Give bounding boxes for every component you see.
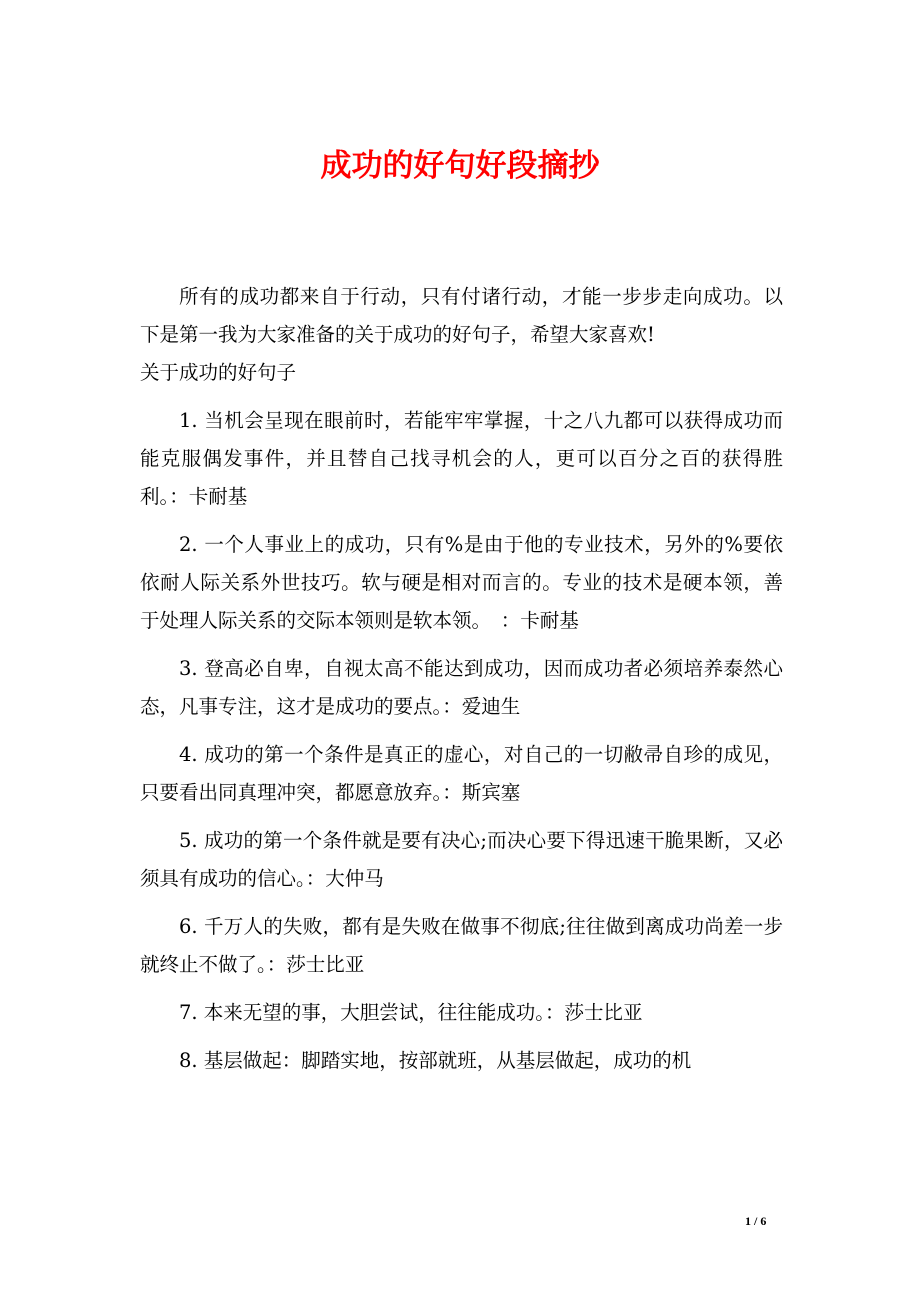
quote-item: 6. 千万人的失败，都有是失败在做事不彻底;往往做到离成功尚差一步就终止不做了。：莎士比亚 — [140, 915, 783, 976]
intro-paragraph: 所有的成功都来自于行动，只有付诸行动，才能一步步走向成功。以下是第一我为大家准备的关于成功的好句子，希望大家喜欢! — [140, 285, 783, 346]
quote-item: 4. 成功的第一个条件是真正的虚心，对自己的一切敝帚自珍的成见，只要看出同真理冲突，都愿意放弃。：斯宾塞 — [140, 743, 783, 804]
quote-item: 2. 一个人事业上的成功，只有%是由于他的专业技术，另外的%要依依耐人际关系外世技巧。软与硬是相对而言的。专业的技术是硬本领，善于处理人际关系的交际本领则是软本领。 ：卡耐基 — [140, 533, 783, 632]
document-body — [140, 278, 783, 1090]
quote-item: 7. 本来无望的事，大胆尝试，往往能成功。：莎士比亚 — [179, 1001, 643, 1024]
quote-item: 3. 登高必自卑，自视太高不能达到成功，因而成功者必须培养泰然心态，凡事专注，这才是成功的要点。：爱迪生 — [140, 657, 783, 718]
quote-item: 5. 成功的第一个条件就是要有决心;而决心要下得迅速干脆果断，又必须具有成功的信心。：大仲马 — [140, 829, 783, 890]
document-title: 成功的好句好段摘抄 — [320, 148, 600, 184]
section-heading: 关于成功的好句子 — [140, 361, 297, 384]
page-number: 1 / 6 — [745, 1214, 767, 1228]
quote-item: 8. 基层做起：脚踏实地，按部就班，从基层做起，成功的机 — [179, 1049, 692, 1072]
quote-item: 1. 当机会呈现在眼前时，若能牢牢掌握，十之八九都可以获得成功而能克服偶发事件，并且替自己找寻机会的人，更可以百分之百的获得胜利。：卡耐基 — [140, 409, 783, 508]
